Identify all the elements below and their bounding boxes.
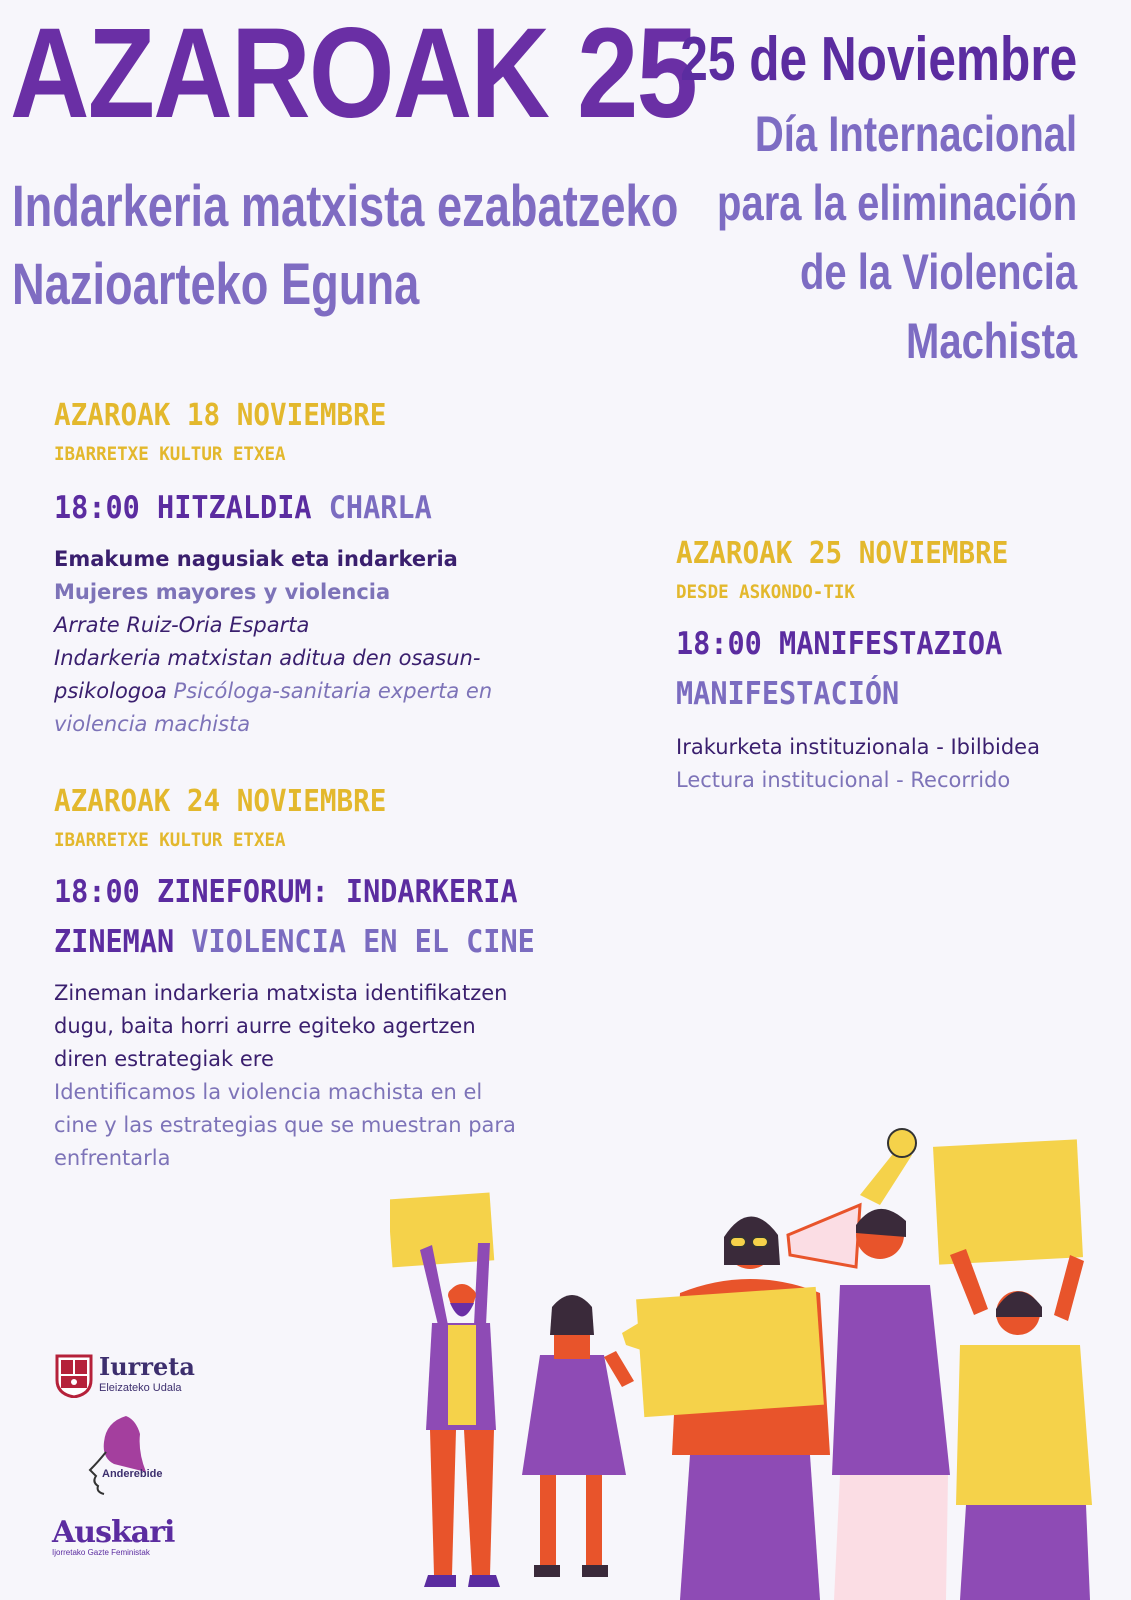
- event-title-eu: ZINEMAN: [54, 924, 175, 960]
- spanish-subtitle: [717, 100, 1077, 376]
- protest-sign: [636, 1287, 824, 1417]
- basque-subtitle-line: Indarkeria matxista ezabatzeko: [12, 174, 679, 239]
- event-title-es: CHARLA: [328, 490, 432, 526]
- event-title: [54, 867, 569, 967]
- iurreta-sub: Eleizateko Udala: [99, 1382, 182, 1394]
- desc-eu-line: Zineman indarkeria matxista identifikatzen: [54, 981, 508, 1005]
- speaker-role-es: violencia machista: [54, 712, 251, 736]
- event-date: AZAROAK 25 NOVIEMBRE: [676, 536, 1009, 571]
- auskari-name: Auskari: [52, 1515, 175, 1550]
- event-description: [54, 543, 614, 741]
- anderebide-profile-icon: [76, 1412, 176, 1502]
- event-place: IBARRETXE KULTUR ETXEA: [54, 443, 286, 465]
- desc-es-line: cine y las estrategias que se muestran para: [54, 1113, 516, 1137]
- desc-es: Lectura institucional - Recorrido: [676, 768, 1011, 792]
- auskari-sub: Ijorretako Gazte Feministak: [52, 1548, 150, 1557]
- iurreta-shield-icon: [55, 1354, 93, 1398]
- protester-man-figure: [832, 1129, 950, 1600]
- spanish-subtitle-line: para la eliminación: [716, 175, 1077, 231]
- desc-es-line: Identificamos la violencia machista en el: [54, 1080, 483, 1104]
- event-title-eu: 18:00 HITZALDIA: [54, 490, 312, 526]
- event-title: [676, 619, 1062, 719]
- protester-right-figure: [933, 1139, 1092, 1600]
- spanish-subtitle-line: de la Violencia: [799, 244, 1077, 300]
- spanish-subtitle-line: Día Internacional: [754, 106, 1077, 162]
- event-title-eu: 18:00 ZINEFORUM: INDARKERIA: [54, 874, 518, 910]
- event-card-nov24: [54, 784, 614, 1175]
- protester-girl-figure: [522, 1295, 656, 1577]
- protest-sign: [933, 1139, 1083, 1264]
- protester-woman-figure: [636, 1216, 830, 1600]
- desc-eu-line: diren estrategiak ere: [54, 1047, 274, 1071]
- protester-left-figure: [390, 1192, 500, 1587]
- anderebide-name: Anderebide: [102, 1468, 163, 1480]
- desc-es-line: enfrentarla: [54, 1146, 171, 1170]
- event-date: AZAROAK 24 NOVIEMBRE: [54, 784, 387, 819]
- spanish-subtitle-line: Machista: [905, 313, 1077, 369]
- spanish-date: 25 de Noviembre: [680, 25, 1077, 94]
- protesters-illustration: [390, 1125, 1120, 1600]
- event-card-nov25: [676, 536, 1096, 797]
- event-title: [54, 483, 569, 533]
- speaker-role-es: Psicóloga-sanitaria experta en: [173, 679, 493, 703]
- main-title: AZAROAK 25: [10, 2, 697, 145]
- speaker-name: Arrate Ruiz-Oria Esparta: [54, 613, 310, 637]
- desc-eu-line: dugu, baita horri aurre egiteko agertzen: [54, 1014, 476, 1038]
- event-place: IBARRETXE KULTUR ETXEA: [54, 829, 286, 851]
- anderebide-logo: [76, 1412, 176, 1507]
- event-card-nov18: [54, 398, 614, 741]
- basque-subtitle-line: Nazioarteko Eguna: [12, 252, 420, 317]
- event-title-es: VIOLENCIA EN EL CINE: [191, 924, 535, 960]
- auskari-logo: [52, 1515, 174, 1557]
- basque-subtitle: [12, 168, 678, 324]
- iurreta-logo: [55, 1352, 195, 1403]
- megaphone-icon: [788, 1205, 860, 1267]
- topic-es: Mujeres mayores y violencia: [54, 580, 391, 604]
- speaker-role-eu: Indarkeria matxistan aditua den osasun-: [54, 646, 481, 670]
- event-title-eu: 18:00 MANIFESTAZIOA: [676, 626, 1003, 662]
- event-title-es: MANIFESTACIÓN: [676, 676, 900, 712]
- topic-eu: Emakume nagusiak eta indarkeria: [54, 547, 458, 571]
- event-place: DESDE ASKONDO-TIK: [676, 581, 855, 603]
- event-date: AZAROAK 18 NOVIEMBRE: [54, 398, 387, 433]
- speaker-role-eu: psikologoa: [54, 679, 167, 703]
- event-description: [676, 731, 1096, 797]
- iurreta-name: Iurreta: [99, 1352, 195, 1381]
- desc-eu: Irakurketa instituzionala - Ibilbidea: [676, 735, 1040, 759]
